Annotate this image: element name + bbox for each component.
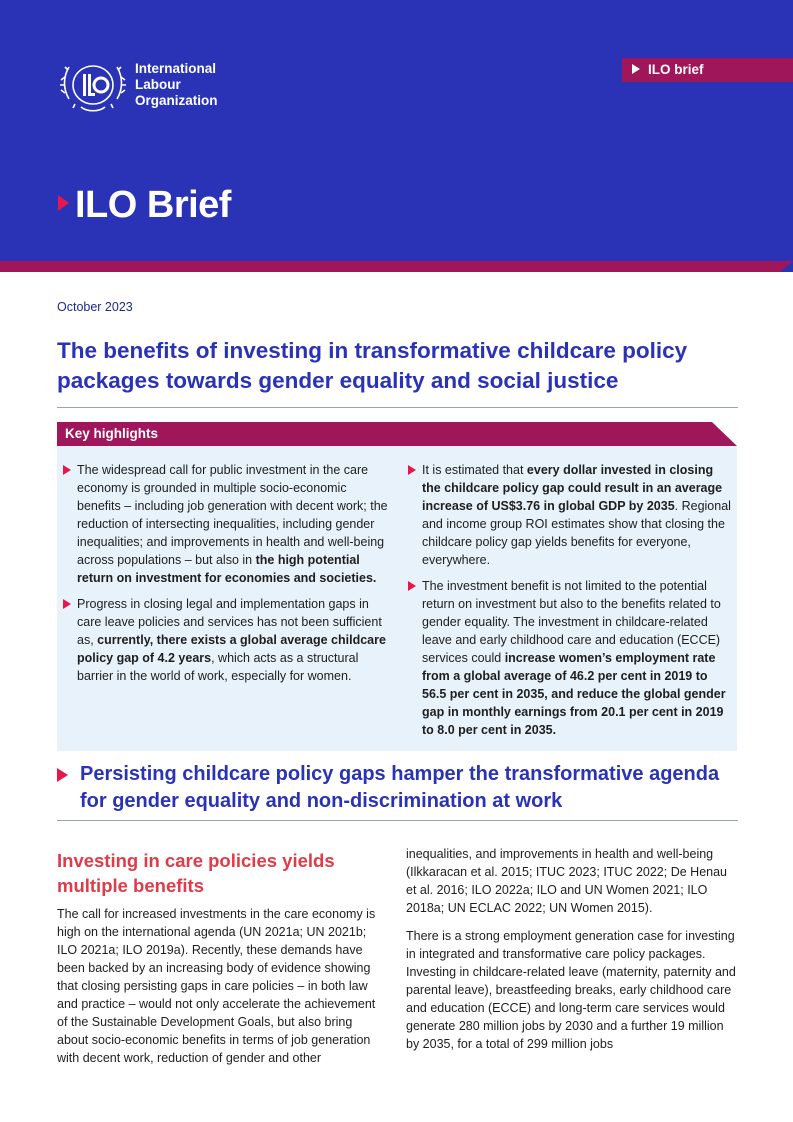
highlight-item	[61, 461, 393, 587]
org-name-line-3: Organization	[135, 93, 218, 108]
key-highlights-left-column	[61, 461, 393, 693]
brief-title-text: ILO Brief	[75, 184, 231, 226]
bullet-arrow-icon	[63, 465, 71, 475]
highlight-bold: increase women’s employment rate from a global average of 46.2 per cent in 2019 to 56.5 per cent in 2035, and reduce the global gender gap in monthly earnings from 20.1 per cent in 2019 to 8.0 per cent in 2035.	[422, 651, 726, 737]
bullet-arrow-icon	[63, 599, 71, 609]
publication-date: October 2023	[57, 300, 133, 314]
highlight-text: The widespread call for public investment in the care economy is grounded in multiple socio-economic benefits – including job generation with decent work; the reduction of intersecting inequalities, including gender inequalities; and improvements in health and well-being across populations – but also in	[77, 463, 388, 567]
bullet-arrow-icon	[408, 465, 416, 475]
body-paragraph: There is a strong employment generation case for investing in integrated and transformative care policy packages. Investing in childcare-related leave (maternity, paternity and parental leave), breastfeeding breaks, early childhood care and education (ECCE) and long-term care services would generate 280 million jobs by 2030 and a further 19 million by 2035, for a total of 299 million jobs	[406, 929, 736, 1051]
section-heading	[57, 761, 737, 815]
body-paragraph: inequalities, and improvements in health and well-being (Ilkkaracan et al. 2015; ITUC 2023; ITUC 2022; De Henau et al. 2016; ILO 2022a; ILO and UN Women 2021; ILO 2018a; UN ECLAC 2022; UN Women 2015).	[406, 847, 727, 915]
key-highlights-bar	[57, 422, 737, 446]
highlight-tail: . Regional and income group ROI estimates show that closing the childcare policy gap yields benefits for everyone, everywhere.	[422, 499, 731, 567]
header-stripe	[0, 261, 793, 272]
play-arrow-icon	[58, 195, 69, 211]
highlight-item	[406, 461, 734, 569]
body-text-left: The call for increased investments in the care economy is high on the international agenda (UN 2021a; UN 2021b; ILO 2021a; ILO 2019a). Recently, these demands have been backed by an increasing body of evidence showing that closing persisting gaps in care policies – in both law and practice – would not only accelerate the achievement of the Sustainable Development Goals, but also bring about socio-economic benefits in terms of job generation with decent work, reduction of gender and other	[57, 907, 376, 1065]
subsection-heading: Investing in care policies yields multiple benefits	[57, 850, 335, 896]
header-banner	[0, 0, 793, 272]
ilo-logo[interactable]	[59, 55, 218, 115]
body-text-right	[406, 845, 738, 1063]
highlight-text: The investment benefit is not limited to the potential return on investment but also to the benefits related to gender equality. The investment in childcare-related leave and early childhood care and education (ECCE) services could	[422, 579, 721, 665]
section-heading-text: Persisting childcare policy gaps hamper the transformative agenda for gender equality and non-discrimination at work	[80, 763, 720, 812]
key-highlights-label: Key highlights	[65, 426, 159, 441]
bullet-arrow-icon	[408, 581, 416, 591]
highlight-text: Progress in closing legal and implementation gaps in care leave policies and services has not been sufficient as,	[77, 597, 382, 647]
highlight-text: It is estimated that	[422, 463, 527, 477]
play-arrow-icon	[57, 768, 68, 782]
highlight-item	[406, 577, 734, 739]
page-title: The benefits of investing in transformative childcare policy packages towards gender equality and social justice	[57, 338, 688, 393]
ilo-brief-tag	[622, 58, 793, 82]
highlight-tail: , which acts as a structural barrier in the world of work, especially for women.	[77, 651, 359, 683]
key-highlights-right-column	[406, 461, 734, 747]
title-divider	[57, 407, 738, 408]
tag-label: ILO brief	[648, 62, 704, 77]
highlight-item	[61, 595, 393, 685]
highlight-bold: the high potential return on investment for economies and societies.	[77, 553, 377, 585]
highlight-bold: every dollar invested in closing the childcare policy gap could result in an average increase of US$3.76 in global GDP by 2035	[422, 463, 723, 513]
brief-title	[58, 181, 231, 229]
ilo-emblem-icon	[59, 55, 127, 115]
play-arrow-icon	[632, 64, 640, 74]
section-divider	[57, 820, 738, 821]
highlight-bold: currently, there exists a global average childcare policy gap of 4.2 years	[77, 633, 386, 665]
org-name-line-2: Labour	[135, 77, 181, 92]
org-name	[135, 61, 218, 109]
org-name-line-1: International	[135, 61, 217, 76]
